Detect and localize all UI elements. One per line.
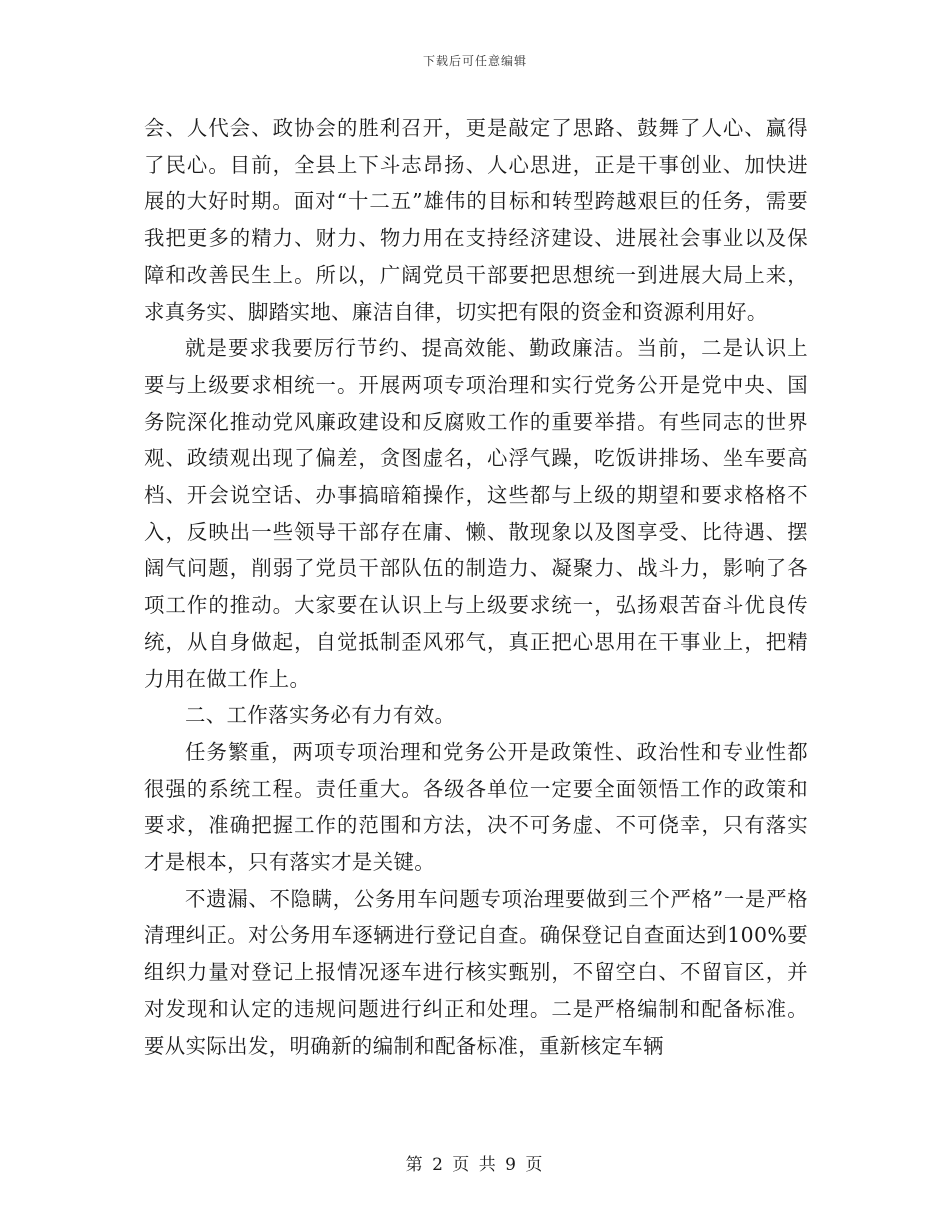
paragraph-1: 会、人代会、政协会的胜利召开，更是敲定了思路、鼓舞了人心、赢得了民心。目前，全县上下斗志昂扬、人心思进，正是干事创业、加快进展的大好时期。面对“十二五”雄伟的目标和转型跨越艰巨的任务，需要我把更多的精力、财力、物力用在支持经济建设、进展社会事业以及保障和改善民生上。所以，广阔党员干部要把思想统一到进展大局上来，求真务实、脚踏实地、廉洁自律，切实把有限的资金和资源利用好。 (144, 116, 808, 324)
paragraph-4: 不遗漏、不隐瞒，公务用车问题专项治理要做到三个严格”一是严格清理纠正。对公务用车逐辆进行登记自查。确保登记自查面达到100%要组织力量对登记上报情况逐车进行核实甄别，不留空白、不留盲区，并对发现和认定的违规问题进行纠正和处理。二是严格编制和配备标准。要从实际出发，明确新的编制和配备标准，重新核定车辆 (144, 886, 808, 1058)
page-footer: 第 2 页 共 9 页 (405, 1155, 545, 1175)
page-header: 下载后可任意编辑 (422, 54, 527, 68)
section-heading: 二、工作落实务必有力有效。 (185, 703, 456, 728)
document-body (144, 110, 808, 1064)
paragraph-2: 就是要求我要厉行节约、提高效能、勤政廉洁。当前，二是认识上要与上级要求相统一。开展两项专项治理和实行党务公开是党中央、国务院深化推动党风廉政建设和反腐败工作的重要举措。有些同志的世界观、政绩观出现了偏差，贪图虚名，心浮气躁，吃饭讲排场、坐车要高档、开会说空话、办事搞暗箱操作，这些都与上级的期望和要求格格不入，反映出一些领导干部存在庸、懒、散现象以及图享受、比待遇、摆阔气问题，削弱了党员干部队伍的制造力、凝聚力、战斗力，影响了各项工作的推动。大家要在认识上与上级要求统一，弘扬艰苦奋斗优良传统，从自身做起，自觉抵制歪风邪气，真正把心思用在干事业上，把精力用在做工作上。 (144, 336, 808, 691)
paragraph-3: 任务繁重，两项专项治理和党务公开是政策性、政治性和专业性都很强的系统工程。责任重大。各级各单位一定要全面领悟工作的政策和要求，准确把握工作的范围和方法，决不可务虚、不可侥幸，只有落实才是根本，只有落实才是关键。 (144, 739, 808, 875)
